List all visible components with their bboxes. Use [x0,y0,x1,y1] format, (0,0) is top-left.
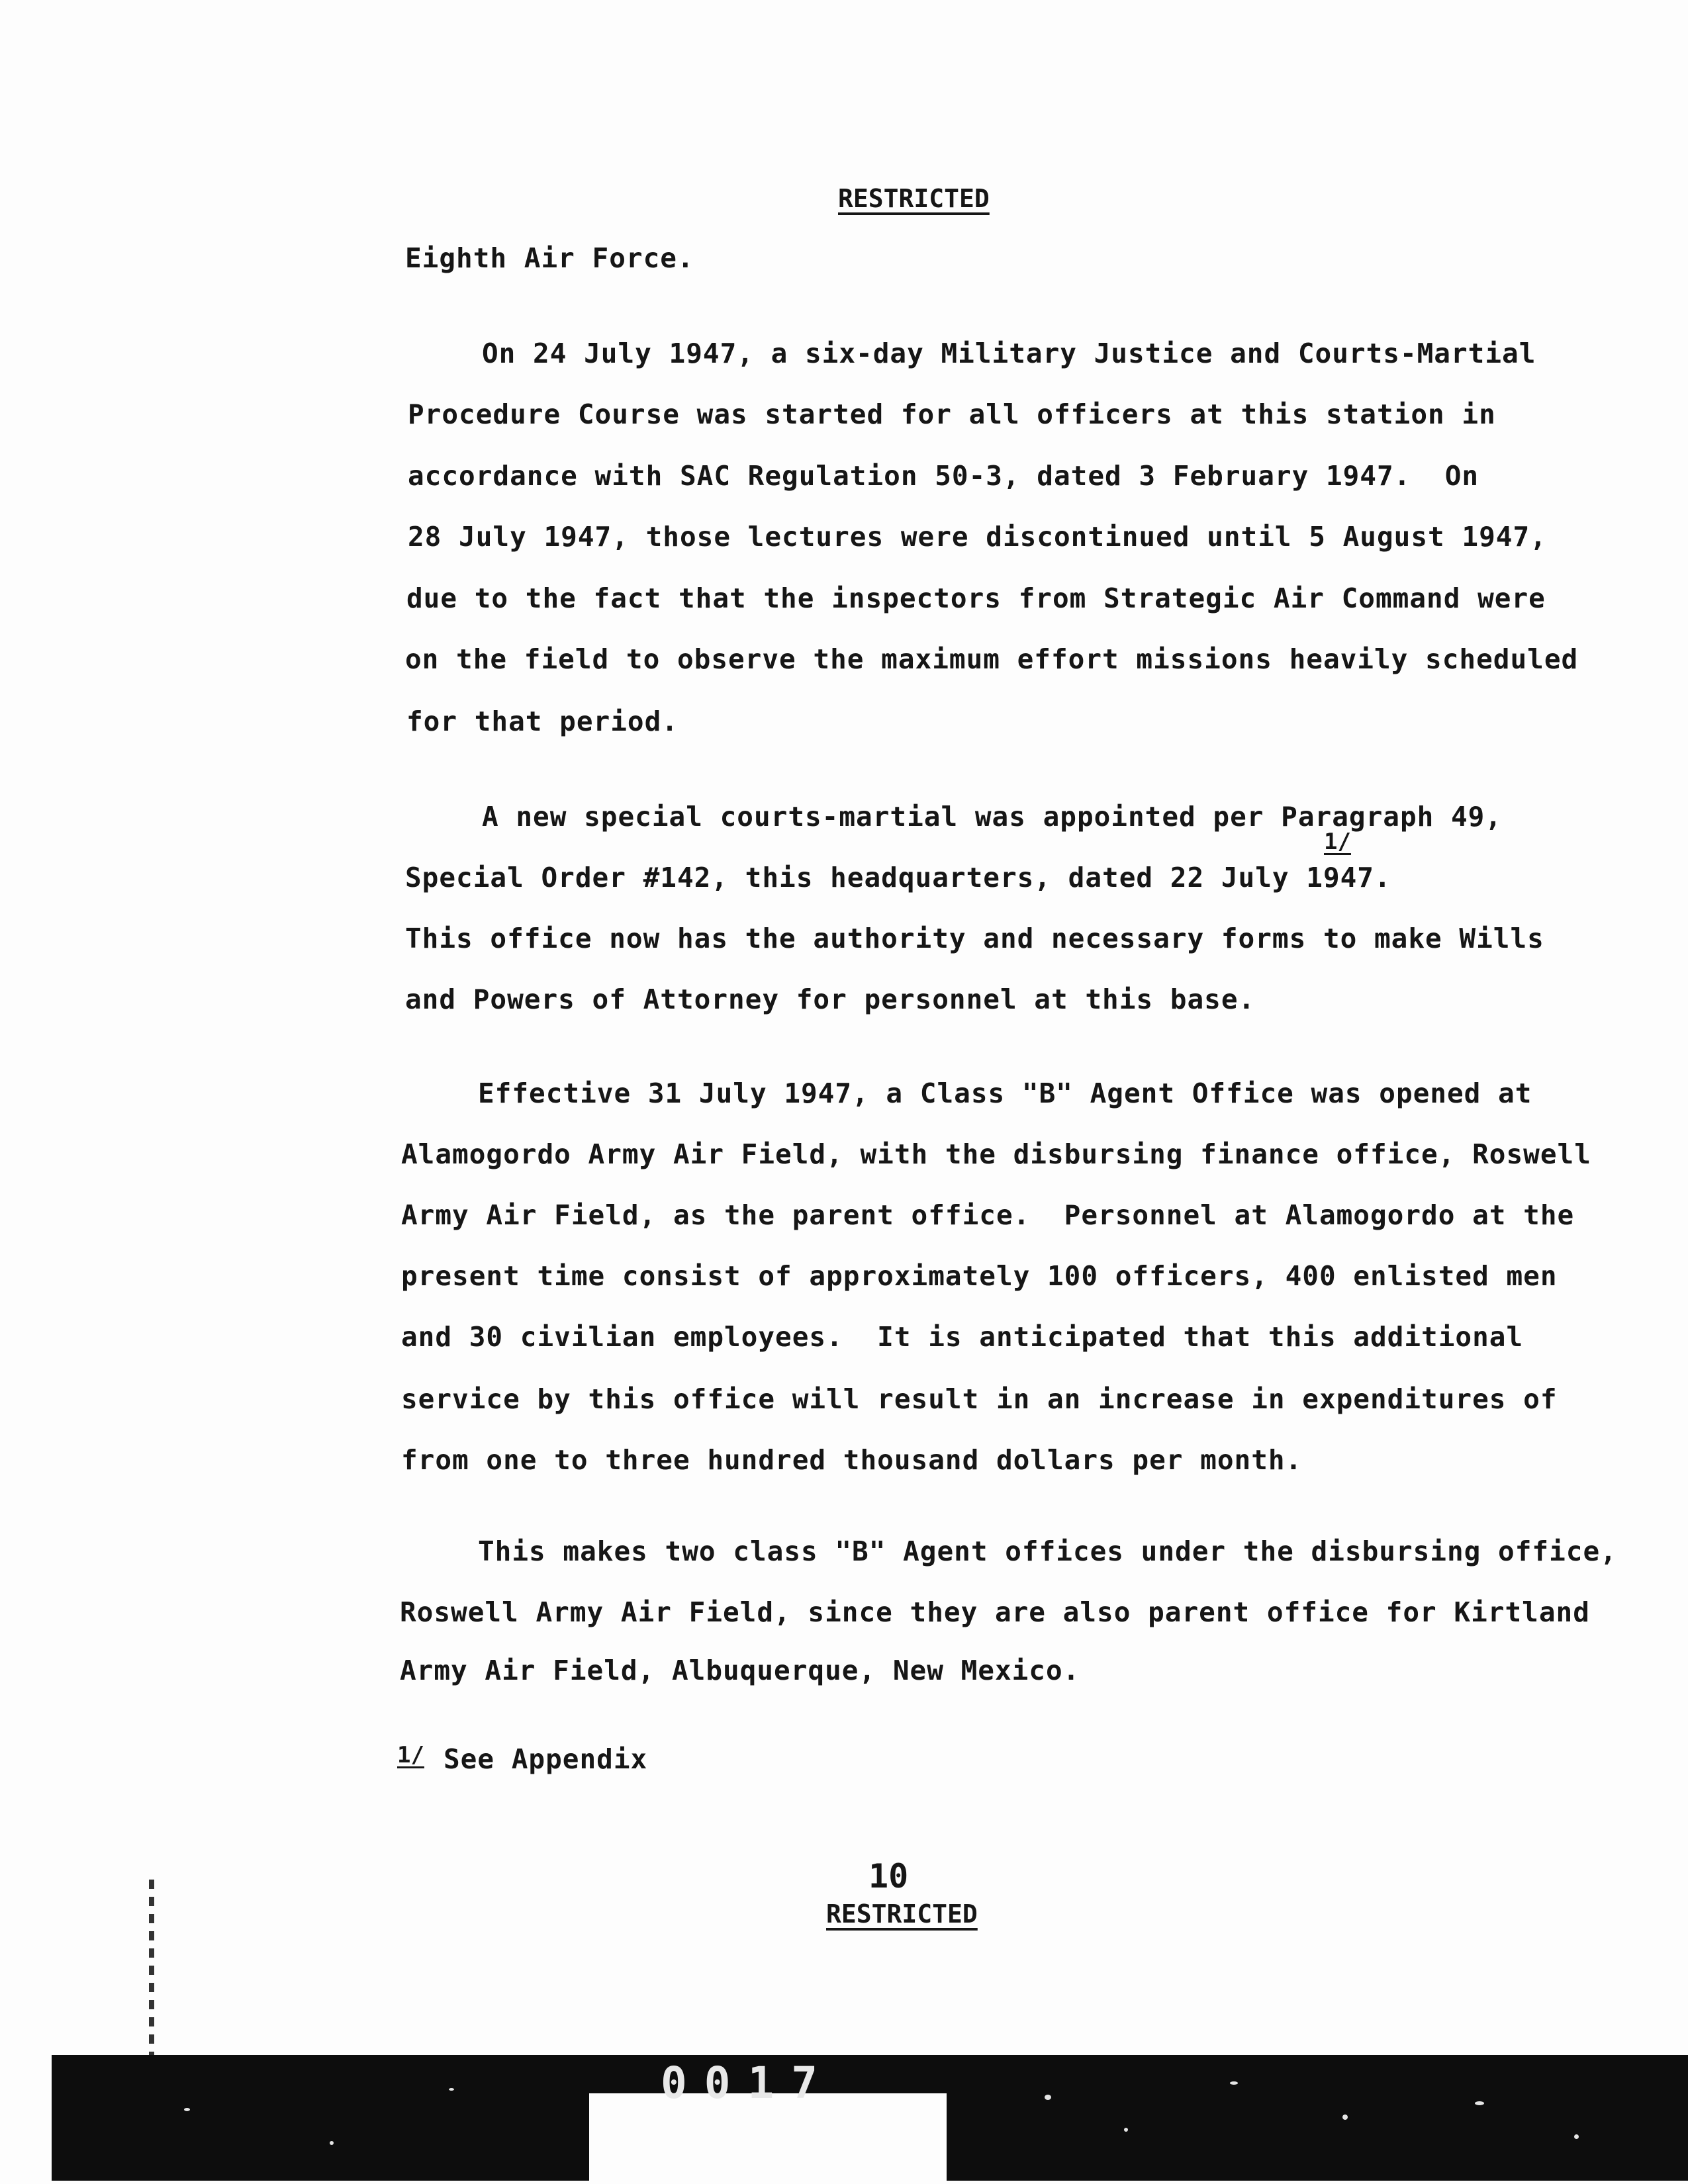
text-line-15: Army Air Field, as the parent office. Personnel at Alamogordo at the [401,1199,1575,1231]
frame-number: 0017 [661,2058,835,2109]
text-line-20: This makes two class "B" Agent offices under the disbursing office, [478,1535,1617,1567]
text-line-13: Effective 31 July 1947, a Class "B" Agent Office was opened at [478,1077,1532,1109]
text-line-1: Eighth Air Force. [405,242,694,274]
text-line-3: Procedure Course was started for all officers at this station in [408,398,1496,430]
page-number: 10 [868,1857,909,1895]
text-line-4: accordance with SAC Regulation 50-3, dated 3 February 1947. On [408,460,1479,492]
footnote-text: See Appendix [444,1743,648,1775]
restricted-header-bottom: RESTRICTED [826,1899,978,1929]
text-line-18: service by this office will result in an increase in expenditures of [401,1383,1558,1415]
footnote-marker: 1/ [397,1742,424,1768]
restricted-header-top: RESTRICTED [838,184,990,213]
text-line-9: A new special courts-martial was appointed per Paragraph 49, [482,801,1503,833]
text-line-12: and Powers of Attorney for personnel at this base. [405,983,1256,1015]
text-line-6: due to the fact that the inspectors from Strategic Air Command were [406,582,1546,614]
text-line-17: and 30 civilian employees. It is anticipated that this additional [401,1321,1524,1353]
text-line-7: on the field to observe the maximum effort missions heavily scheduled [405,643,1579,675]
text-line-8: for that period. [406,705,679,737]
footnote-marker-inline: 1/ [1324,829,1351,855]
text-line-5: 28 July 1947, those lectures were discontinued until 5 August 1947, [408,521,1547,553]
text-line-16: present time consist of approximately 100 officers, 400 enlisted men [401,1260,1558,1292]
film-strip [52,2055,1688,2181]
text-line-10: Special Order #142, this headquarters, dated 22 July 1947. [405,862,1391,893]
text-line-14: Alamogordo Army Air Field, with the disbursing finance office, Roswell [401,1138,1591,1170]
text-line-2: On 24 July 1947, a six-day Military Justice and Courts-Martial [482,338,1536,369]
text-line-11: This office now has the authority and necessary forms to make Wills [405,923,1544,954]
text-line-21: Roswell Army Air Field, since they are also parent office for Kirtland [400,1596,1590,1628]
scan-edge-mark [149,1880,154,2058]
text-line-19: from one to three hundred thousand dollars per month. [401,1444,1303,1476]
text-line-22: Army Air Field, Albuquerque, New Mexico. [400,1655,1080,1686]
